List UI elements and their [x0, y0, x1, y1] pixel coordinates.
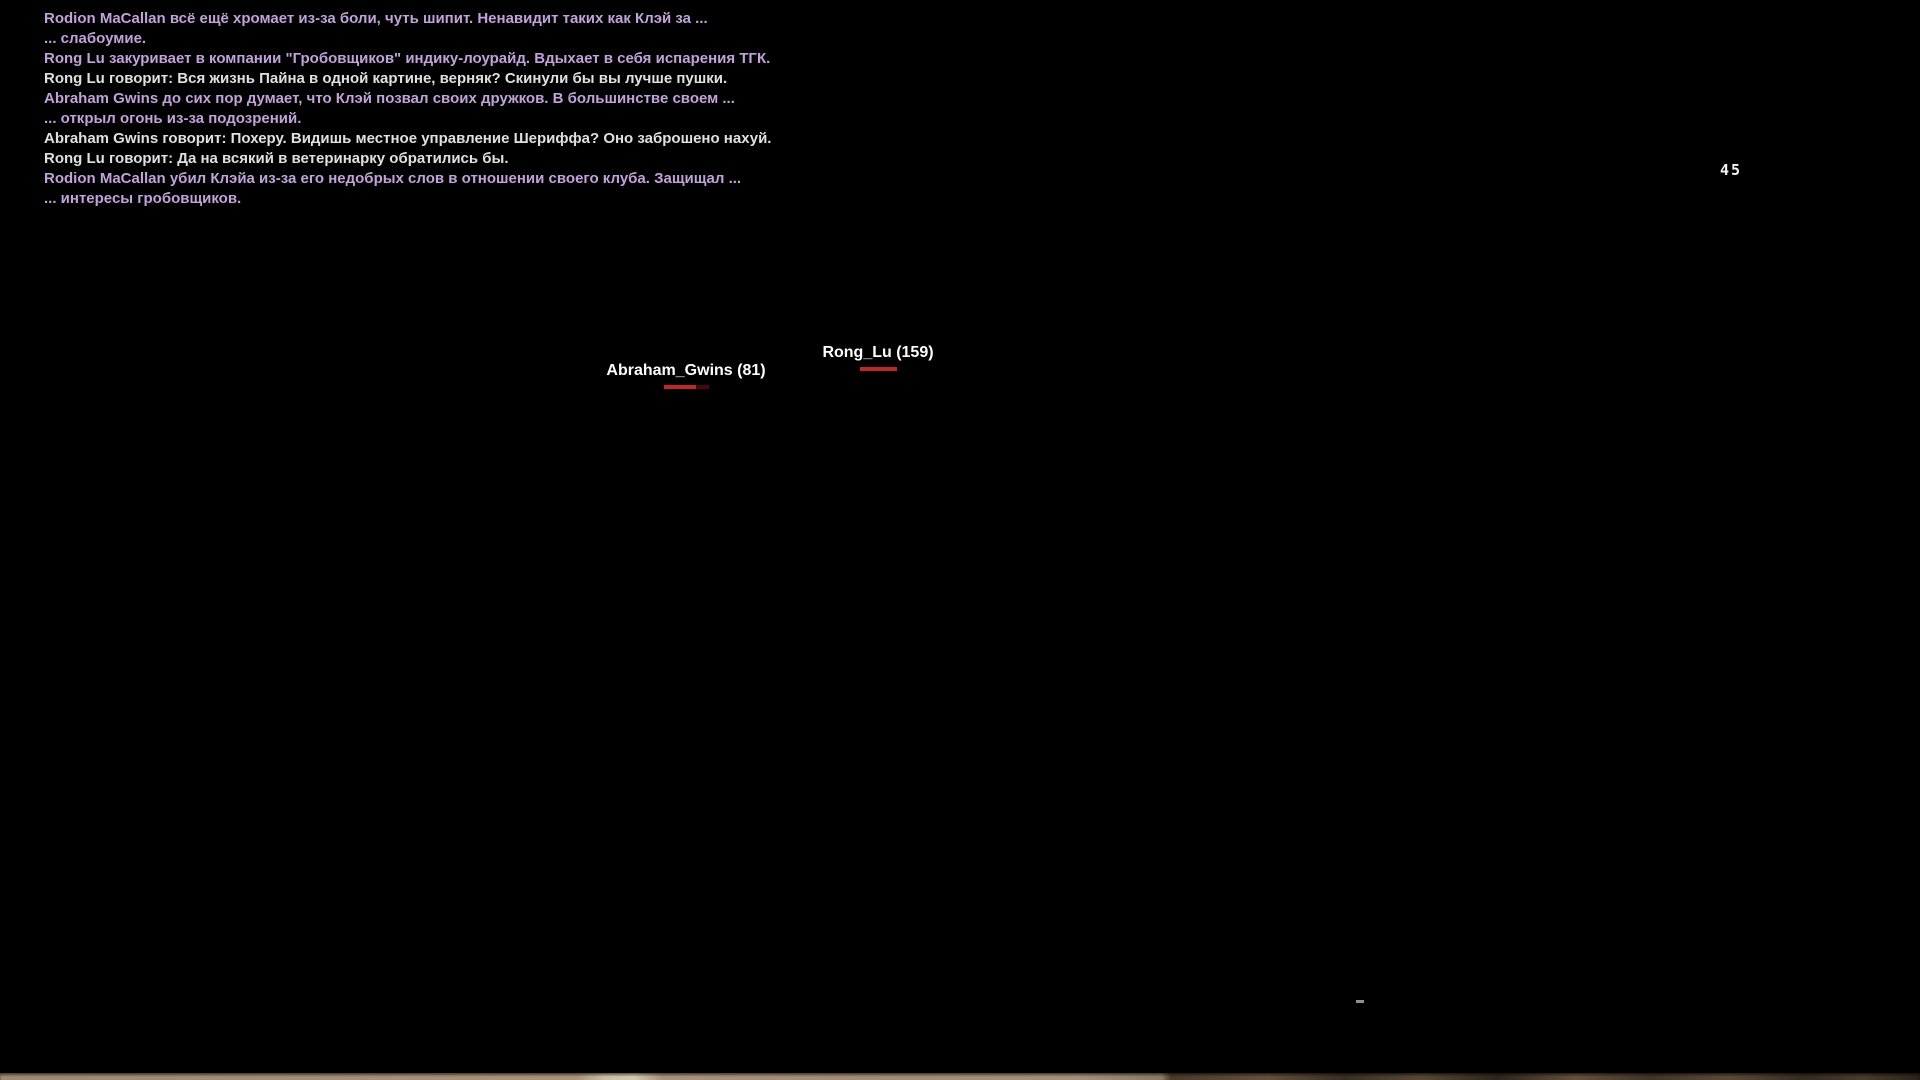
chat-line: Rong Lu говорит: Да на всякий в ветеринарку обратились бы. [44, 150, 509, 167]
chat-line: ... слабоумие. [44, 30, 147, 47]
chat-log [44, 9, 1144, 209]
chat-line: ... интересы гробовщиков. [44, 190, 242, 207]
player-nametag-rong-lu [778, 344, 978, 372]
player-nametag-abraham-gwins [586, 362, 786, 390]
chat-cursor-dash [1356, 1000, 1364, 1003]
player-healthbar [859, 366, 898, 372]
player-healthbar-fill [664, 385, 696, 389]
chat-line: ... открыл огонь из-за подозрений. [44, 110, 302, 127]
chat-line: Abraham Gwins до сих пор думает, что Клэй позвал своих дружков. В большинстве своем ... [44, 90, 735, 107]
player-healthbar-fill [860, 367, 897, 371]
chat-line: Rong Lu говорит: Вся жизнь Пайна в одной картине, верняк? Скинули бы вы лучше пушки. [44, 70, 728, 87]
ground-strip [0, 1073, 1920, 1080]
player-healthbar [663, 384, 710, 390]
chat-line: Rodion MaCallan убил Клэйа из-за его недобрых слов в отношении своего клуба. Защищал ... [44, 170, 742, 187]
chat-line: Rong Lu закуривает в компании "Гробовщиков" индику-лоурайд. Вдыхает в себя испарения ТГК. [44, 50, 771, 67]
fps-counter: 45 [1720, 161, 1743, 179]
chat-line: Abraham Gwins говорит: Похеру. Видишь местное управление Шериффа? Оно заброшено нахуй. [44, 130, 772, 147]
player-name-label: Abraham_Gwins (81) [606, 362, 766, 379]
player-name-label: Rong_Lu (159) [822, 344, 934, 361]
chat-line: Rodion MaCallan всё ещё хромает из-за боли, чуть шипит. Ненавидит таких как Клэй за ... [44, 10, 708, 27]
